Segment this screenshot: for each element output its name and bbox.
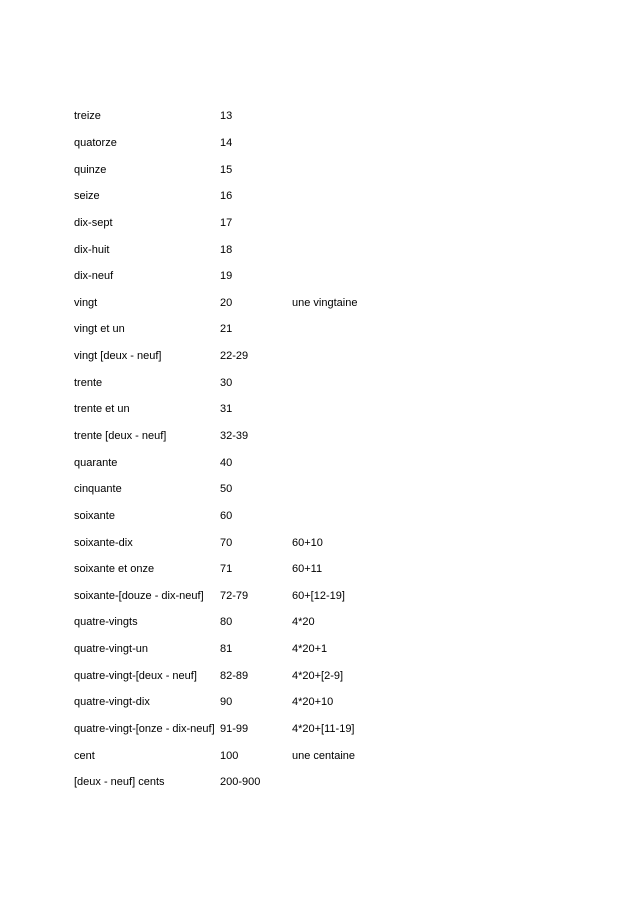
french-word-cell: vingt <box>74 296 98 309</box>
number-cell: 31 <box>220 403 233 416</box>
french-word-cell: [deux - neuf] cents <box>74 776 165 789</box>
number-cell: 19 <box>220 270 233 283</box>
number-cell: 100 <box>220 749 239 762</box>
note-cell <box>292 263 472 290</box>
table-row <box>74 476 472 503</box>
note-cell <box>292 103 472 130</box>
note-cell <box>292 130 472 157</box>
table-row <box>74 103 472 130</box>
number-cell: 60 <box>220 509 233 522</box>
table-row <box>74 156 472 183</box>
note-cell: une vingtaine <box>292 296 358 309</box>
note-cell: 4*20+[11-19] <box>292 723 355 736</box>
table-row <box>74 396 472 423</box>
french-word-cell: quatre-vingt-dix <box>74 696 150 709</box>
note-cell: 60+11 <box>292 563 323 576</box>
note-cell <box>292 476 472 503</box>
table-row <box>74 742 472 769</box>
french-word-cell: cinquante <box>74 483 122 496</box>
number-cell: 80 <box>220 616 233 629</box>
number-cell: 72-79 <box>220 589 249 602</box>
numbers-table-body <box>74 103 472 796</box>
table-row <box>74 769 472 796</box>
note-cell: 4*20 <box>292 616 315 629</box>
french-word-cell: trente [deux - neuf] <box>74 430 167 442</box>
table-row <box>74 556 472 583</box>
table-row <box>74 689 472 716</box>
french-word-cell: vingt et un <box>74 323 125 336</box>
note-cell <box>292 503 472 530</box>
table-row <box>74 210 472 237</box>
table-row <box>74 583 472 610</box>
note-cell <box>292 156 472 183</box>
number-cell: 18 <box>220 243 233 256</box>
number-cell: 50 <box>220 483 233 496</box>
note-cell: 4*20+1 <box>292 643 328 656</box>
number-cell: 70 <box>220 536 233 549</box>
number-cell: 200-900 <box>220 776 261 789</box>
table-row <box>74 263 472 290</box>
number-cell: 14 <box>220 136 233 149</box>
french-word-cell: seize <box>74 190 100 203</box>
number-cell: 20 <box>220 296 233 309</box>
number-cell: 16 <box>220 190 233 203</box>
note-cell <box>292 236 472 263</box>
table-row <box>74 236 472 263</box>
number-cell: 15 <box>220 163 233 176</box>
table-row <box>74 662 472 689</box>
table-row <box>74 289 472 316</box>
number-cell: 30 <box>220 376 233 389</box>
number-cell: 90 <box>220 696 233 709</box>
number-cell: 81 <box>220 643 233 656</box>
table-row <box>74 369 472 396</box>
french-word-cell: soixante et onze <box>74 563 155 576</box>
french-word-cell: dix-sept <box>74 216 113 229</box>
french-word-cell: trente et un <box>74 403 130 416</box>
french-word-cell: quinze <box>74 163 107 176</box>
note-cell <box>292 449 472 476</box>
number-cell: 13 <box>220 110 233 123</box>
french-word-cell: soixante-dix <box>74 536 133 549</box>
number-cell: 91-99 <box>220 723 249 736</box>
french-word-cell: dix-neuf <box>74 270 114 283</box>
note-cell: 4*20+[2-9] <box>292 669 344 682</box>
note-cell <box>292 423 472 450</box>
number-cell: 22-29 <box>220 350 249 363</box>
number-cell: 71 <box>220 563 233 576</box>
number-cell: 32-39 <box>220 430 249 442</box>
french-word-cell: trente <box>74 376 103 389</box>
note-cell: 4*20+10 <box>292 696 334 709</box>
french-word-cell: vingt [deux - neuf] <box>74 350 162 363</box>
numbers-table <box>74 103 472 796</box>
table-row <box>74 609 472 636</box>
french-word-cell: cent <box>74 749 95 762</box>
table-row <box>74 183 472 210</box>
french-word-cell: quatre-vingt-[onze - dix-neuf] <box>74 723 215 736</box>
table-row <box>74 423 472 450</box>
note-cell <box>292 769 472 796</box>
table-row <box>74 503 472 530</box>
table-row <box>74 343 472 370</box>
french-word-cell: quarante <box>74 456 118 469</box>
note-cell <box>292 343 472 370</box>
note-cell: 60+10 <box>292 536 323 549</box>
note-cell <box>292 369 472 396</box>
table-row <box>74 130 472 157</box>
table-row <box>74 449 472 476</box>
table-row <box>74 716 472 743</box>
french-word-cell: quatorze <box>74 136 117 149</box>
note-cell: une centaine <box>292 749 355 762</box>
number-cell: 21 <box>220 323 233 336</box>
french-word-cell: treize <box>74 110 101 123</box>
french-word-cell: quatre-vingt-[deux - neuf] <box>74 669 197 682</box>
number-cell: 40 <box>220 456 233 469</box>
table-row <box>74 529 472 556</box>
note-cell <box>292 316 472 343</box>
table-row <box>74 636 472 663</box>
number-cell: 17 <box>220 216 233 229</box>
french-word-cell: quatre-vingt-un <box>74 643 148 656</box>
french-word-cell: dix-huit <box>74 243 110 256</box>
table-row <box>74 316 472 343</box>
french-word-cell: soixante <box>74 509 115 522</box>
note-cell <box>292 210 472 237</box>
note-cell: 60+[12-19] <box>292 589 345 602</box>
french-word-cell: soixante-[douze - dix-neuf] <box>74 589 204 602</box>
french-word-cell: quatre-vingts <box>74 616 138 629</box>
note-cell <box>292 183 472 210</box>
number-cell: 82-89 <box>220 669 249 682</box>
note-cell <box>292 396 472 423</box>
